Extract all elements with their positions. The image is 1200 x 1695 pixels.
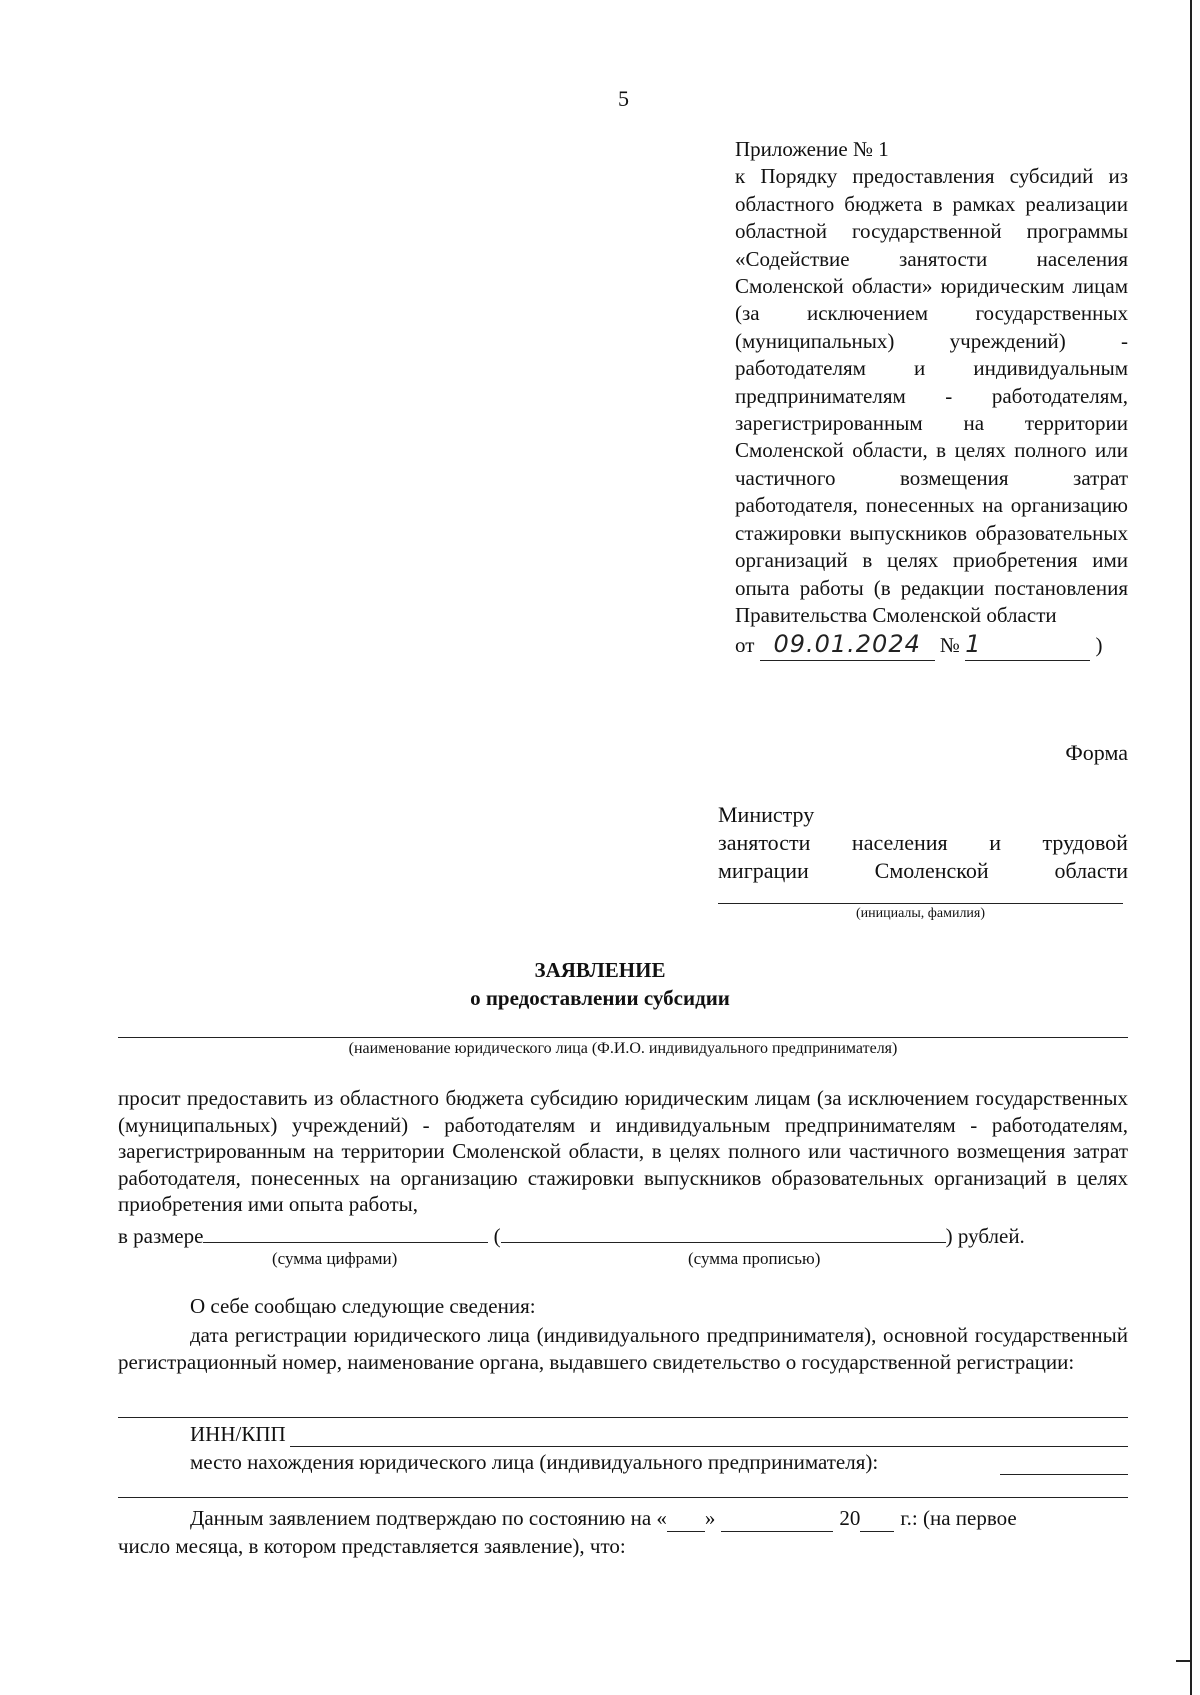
confirmation-line1 bbox=[118, 1504, 1128, 1532]
document-title: ЗАЯВЛЕНИЕ bbox=[534, 958, 666, 982]
addressee-word: трудовой bbox=[1042, 830, 1128, 855]
amount-prefix: в размере bbox=[118, 1224, 204, 1248]
scan-edge-line bbox=[1190, 0, 1192, 1695]
addressee-word: Смоленской bbox=[874, 858, 989, 883]
registration-fill-line bbox=[118, 1417, 1128, 1418]
confirm-year-field bbox=[860, 1513, 894, 1532]
confirm-year-prefix: 20 bbox=[839, 1506, 861, 1530]
addressee-block bbox=[718, 801, 1128, 885]
page-number: 5 bbox=[618, 86, 629, 111]
addressee-word: области bbox=[1054, 858, 1128, 883]
appendix-date-line bbox=[735, 631, 1128, 660]
confirm-day-field bbox=[667, 1513, 705, 1532]
date-field bbox=[760, 631, 935, 660]
request-paragraph: просит предоставить из областного бюджета субсидию юридическим лицам (за исключением государственных (муниципальных) учреждений) - работодателям и индивидуальным предпринимателям - работодателям, зарегистрированным на территории Смоленской области, в целях полного или частичного возмещения затрат работодателя, понесенных на организацию стажировки выпускников образовательных организаций в целях приобретения ими опыта работы, bbox=[118, 1086, 1128, 1216]
inn-field bbox=[290, 1428, 1128, 1447]
handwritten-number: 1 bbox=[965, 630, 982, 659]
amount-suffix: ) рублей. bbox=[945, 1224, 1025, 1248]
appendix-body: к Порядку предоставления субсидий из областного бюджета в рамках реализации областной государственной программы «Содействие занятости населения Смоленской области» юридическим лицам (за исключением государственных (муниципальных) учреждений) - работодателям и индивидуальным предпринимателям - работодателям, зарегистрированным на территории Смоленской области, в целях полного или частичного возмещения затрат работодателя, понесенных на организацию стажировки выпускников образовательных организаций в целях приобретения ими опыта работы (в редакции постановления bbox=[735, 164, 1128, 600]
amount-digits-field bbox=[203, 1222, 488, 1243]
addressee-line1: Министру bbox=[718, 802, 815, 827]
closing-paren: ) bbox=[1095, 633, 1103, 658]
addressee-word: миграции bbox=[718, 858, 809, 883]
appendix-title: Приложение № 1 bbox=[735, 137, 889, 161]
location-fill-line bbox=[118, 1497, 1128, 1498]
confirm-mid: » bbox=[704, 1506, 716, 1530]
inn-label: ИНН/КПП bbox=[190, 1422, 286, 1446]
confirmation-line2: число месяца, в котором представляется заявление), что: bbox=[118, 1534, 626, 1558]
applicant-name-line bbox=[118, 1037, 1128, 1038]
confirmation-block bbox=[118, 1504, 1128, 1560]
addressee-word: населения bbox=[851, 830, 948, 855]
addressee-word: занятости bbox=[718, 830, 811, 855]
inn-row bbox=[190, 1422, 1128, 1447]
confirm-prefix: Данным заявлением подтверждаю по состоянию на « bbox=[190, 1506, 667, 1530]
amount-row bbox=[118, 1222, 1128, 1249]
addressee-line2 bbox=[718, 829, 1128, 857]
appendix-block bbox=[735, 136, 1128, 661]
number-field bbox=[965, 631, 1090, 660]
about-self-heading: О себе сообщаю следующие сведения: bbox=[190, 1294, 536, 1318]
addressee-line3 bbox=[718, 857, 1128, 885]
caption-sum-digits: (сумма цифрами) bbox=[272, 1249, 398, 1268]
location-field bbox=[1000, 1456, 1128, 1475]
caption-sum-words: (сумма прописью) bbox=[688, 1249, 821, 1268]
amount-open-paren: ( bbox=[493, 1224, 501, 1248]
confirm-suffix: г.: (на первое bbox=[900, 1506, 1017, 1530]
document-subtitle: о предоставлении субсидии bbox=[470, 986, 730, 1010]
scan-edge-mark bbox=[1176, 1660, 1192, 1662]
applicant-name-caption: (наименование юридического лица (Ф.И.О. индивидуального предпринимателя) bbox=[348, 1040, 898, 1057]
confirm-month-field bbox=[721, 1513, 833, 1532]
appendix-last-line: Правительства Смоленской области bbox=[735, 602, 1057, 627]
form-label: Форма bbox=[1065, 740, 1128, 765]
addressee-signature-line bbox=[718, 903, 1123, 904]
location-label: место нахождения юридического лица (индивидуального предпринимателя): bbox=[190, 1450, 879, 1474]
location-row bbox=[190, 1450, 1128, 1475]
registration-paragraph: дата регистрации юридического лица (индивидуального предпринимателя), основной государственный регистрационный номер, наименование органа, выдавшего свидетельство о государственной регистрации: bbox=[118, 1323, 1128, 1374]
addressee-caption: (инициалы, фамилия) bbox=[855, 906, 986, 921]
addressee-word: и bbox=[989, 830, 1001, 855]
number-label: № bbox=[939, 633, 960, 658]
handwritten-date: 09.01.2024 bbox=[773, 630, 921, 659]
amount-words-field bbox=[501, 1222, 946, 1243]
from-label: от bbox=[735, 633, 755, 658]
